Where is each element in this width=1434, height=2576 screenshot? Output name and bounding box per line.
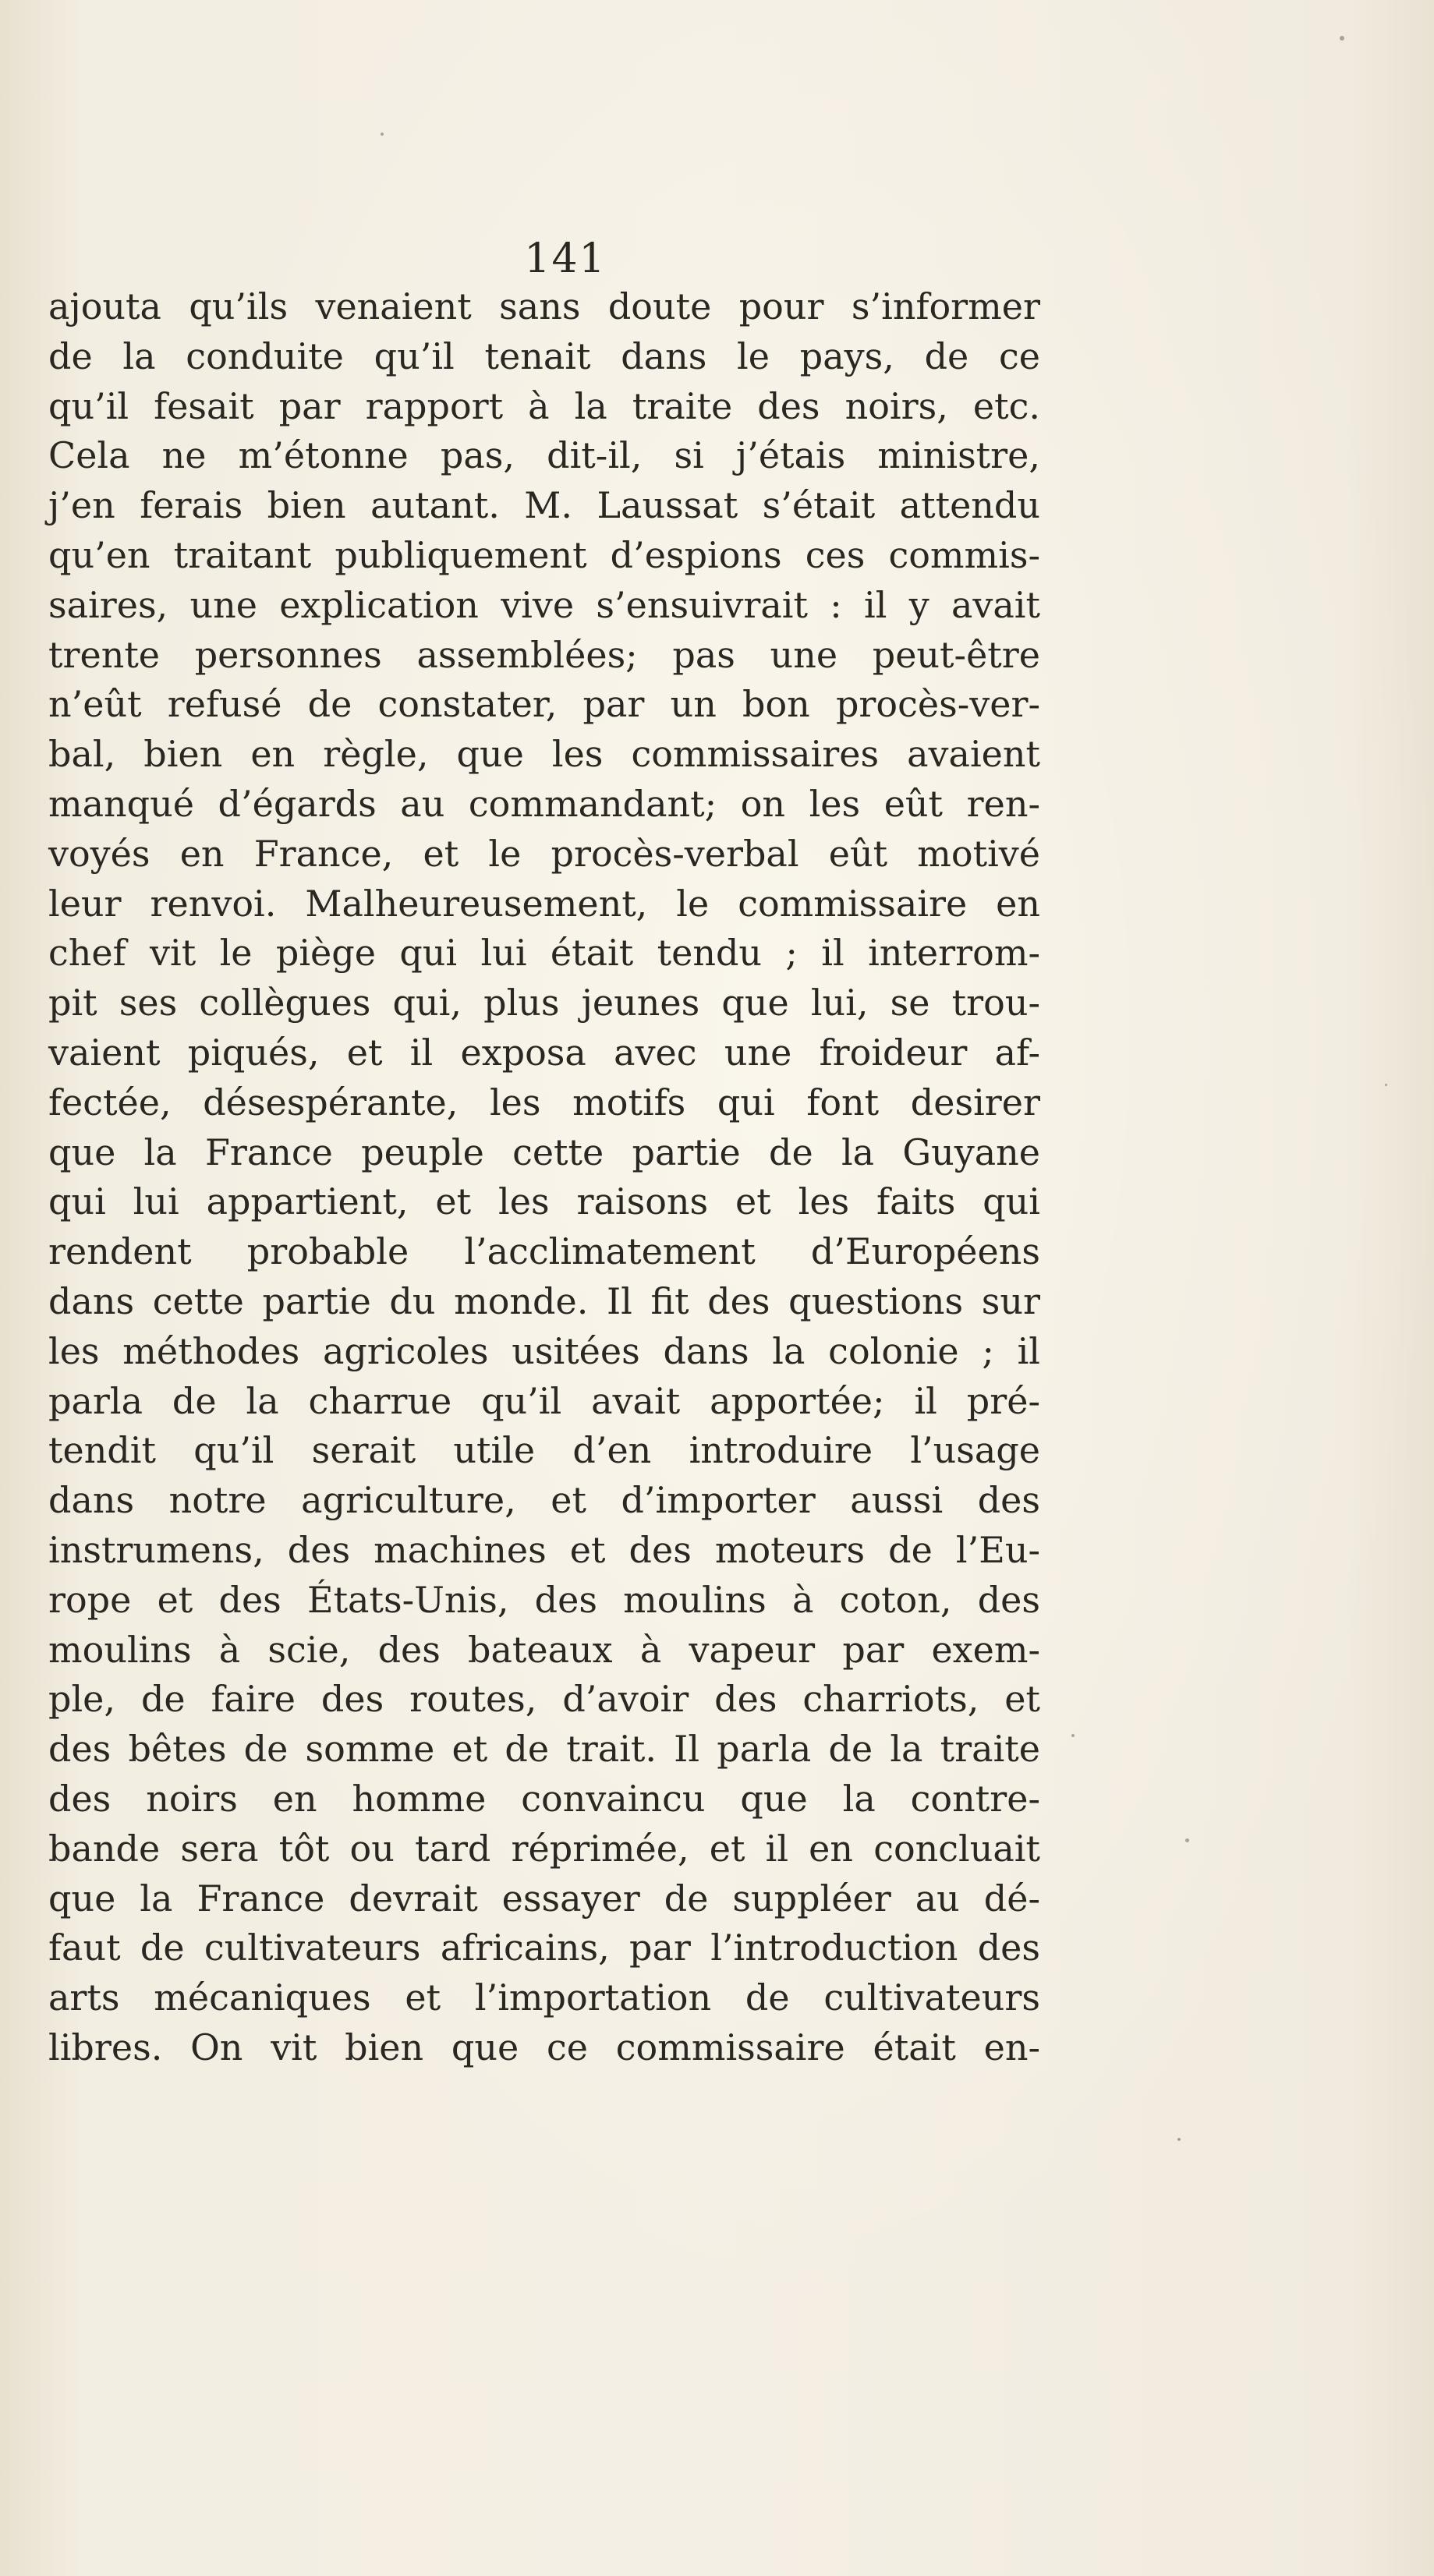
text-line: ple, de faire des routes, d’avoir des charriots, et xyxy=(48,1678,1040,1721)
text-line: bal, bien en règle, que les commissaires avaient xyxy=(48,733,1040,776)
body-text xyxy=(48,282,1040,2073)
text-line: des noirs en homme convaincu que la contre- xyxy=(48,1777,1040,1820)
text-line: libres. On vit bien que ce commissaire était en- xyxy=(48,2026,1040,2068)
paper-speck xyxy=(1071,1734,1075,1737)
text-line: dans notre agriculture, et d’importer aussi des xyxy=(48,1479,1040,1522)
text-line: rendent probable l’acclimatement d’Européens xyxy=(48,1230,1040,1273)
text-line: tendit qu’il serait utile d’en introduire l’usage xyxy=(48,1429,1040,1472)
text-line: n’eût refusé de constater, par un bon procès-ver- xyxy=(48,683,1040,726)
paper-speck xyxy=(1185,1838,1189,1842)
text-line: de la conduite qu’il tenait dans le pays, de ce xyxy=(48,334,1040,377)
text-line: les méthodes agricoles usitées dans la colonie ; il xyxy=(48,1329,1040,1372)
text-line: faut de cultivateurs africains, par l’introduction des xyxy=(48,1927,1040,1969)
text-line: saires, une explication vive s’ensuivrait : il y avait xyxy=(48,583,1040,626)
text-line: chef vit le piège qui lui était tendu ; il interrom- xyxy=(48,932,1040,975)
text-line: bande sera tôt ou tard réprimée, et il en concluait xyxy=(48,1827,1040,1870)
text-line: qu’en traitant publiquement d’espions ces commis- xyxy=(48,533,1040,576)
text-line: j’en ferais bien autant. M. Laussat s’était attendu xyxy=(48,484,1040,527)
text-line: vaient piqués, et il exposa avec une froideur af- xyxy=(48,1031,1040,1074)
text-line: que la France devrait essayer de suppléer au dé- xyxy=(48,1877,1040,1920)
text-line: voyés en France, et le procès-verbal eût motivé xyxy=(48,832,1040,875)
text-line: manqué d’égards au commandant; on les eût ren- xyxy=(48,782,1040,825)
text-line: qui lui appartient, et les raisons et les faits qui xyxy=(48,1180,1040,1223)
text-line: instrumens, des machines et des moteurs de l’Eu- xyxy=(48,1528,1040,1571)
text-line: moulins à scie, des bateaux à vapeur par exem- xyxy=(48,1628,1040,1671)
text-line: leur renvoi. Malheureusement, le commissaire en xyxy=(48,882,1040,925)
text-line: dans cette partie du monde. Il fit des questions sur xyxy=(48,1279,1040,1322)
paper-speck xyxy=(1340,36,1344,41)
text-line: fectée, désespérante, les motifs qui font desirer xyxy=(48,1081,1040,1123)
text-line: ajouta qu’ils venaient sans doute pour s’informer xyxy=(48,285,1040,327)
text-line: trente personnes assemblées; pas une peut-être xyxy=(48,633,1040,676)
text-line: des bêtes de somme et de trait. Il parla de la traite xyxy=(48,1728,1040,1771)
paper-speck xyxy=(1177,2138,1181,2141)
text-line: rope et des États-Unis, des moulins à coton, des xyxy=(48,1578,1040,1621)
text-line: qu’il fesait par rapport à la traite des noirs, etc. xyxy=(48,384,1040,427)
paper-speck xyxy=(381,133,384,136)
text-line: Cela ne m’étonne pas, dit-il, si j’étais ministre, xyxy=(48,434,1040,477)
paper-speck xyxy=(1385,1084,1387,1086)
text-line: pit ses collègues qui, plus jeunes que lui, se trou- xyxy=(48,982,1040,1024)
page-number: 141 xyxy=(524,235,607,282)
text-line: arts mécaniques et l’importation de cultivateurs xyxy=(48,1976,1040,2019)
text-line: que la France peuple cette partie de la Guyane xyxy=(48,1131,1040,1173)
text-line: parla de la charrue qu’il avait apportée; il pré- xyxy=(48,1379,1040,1422)
